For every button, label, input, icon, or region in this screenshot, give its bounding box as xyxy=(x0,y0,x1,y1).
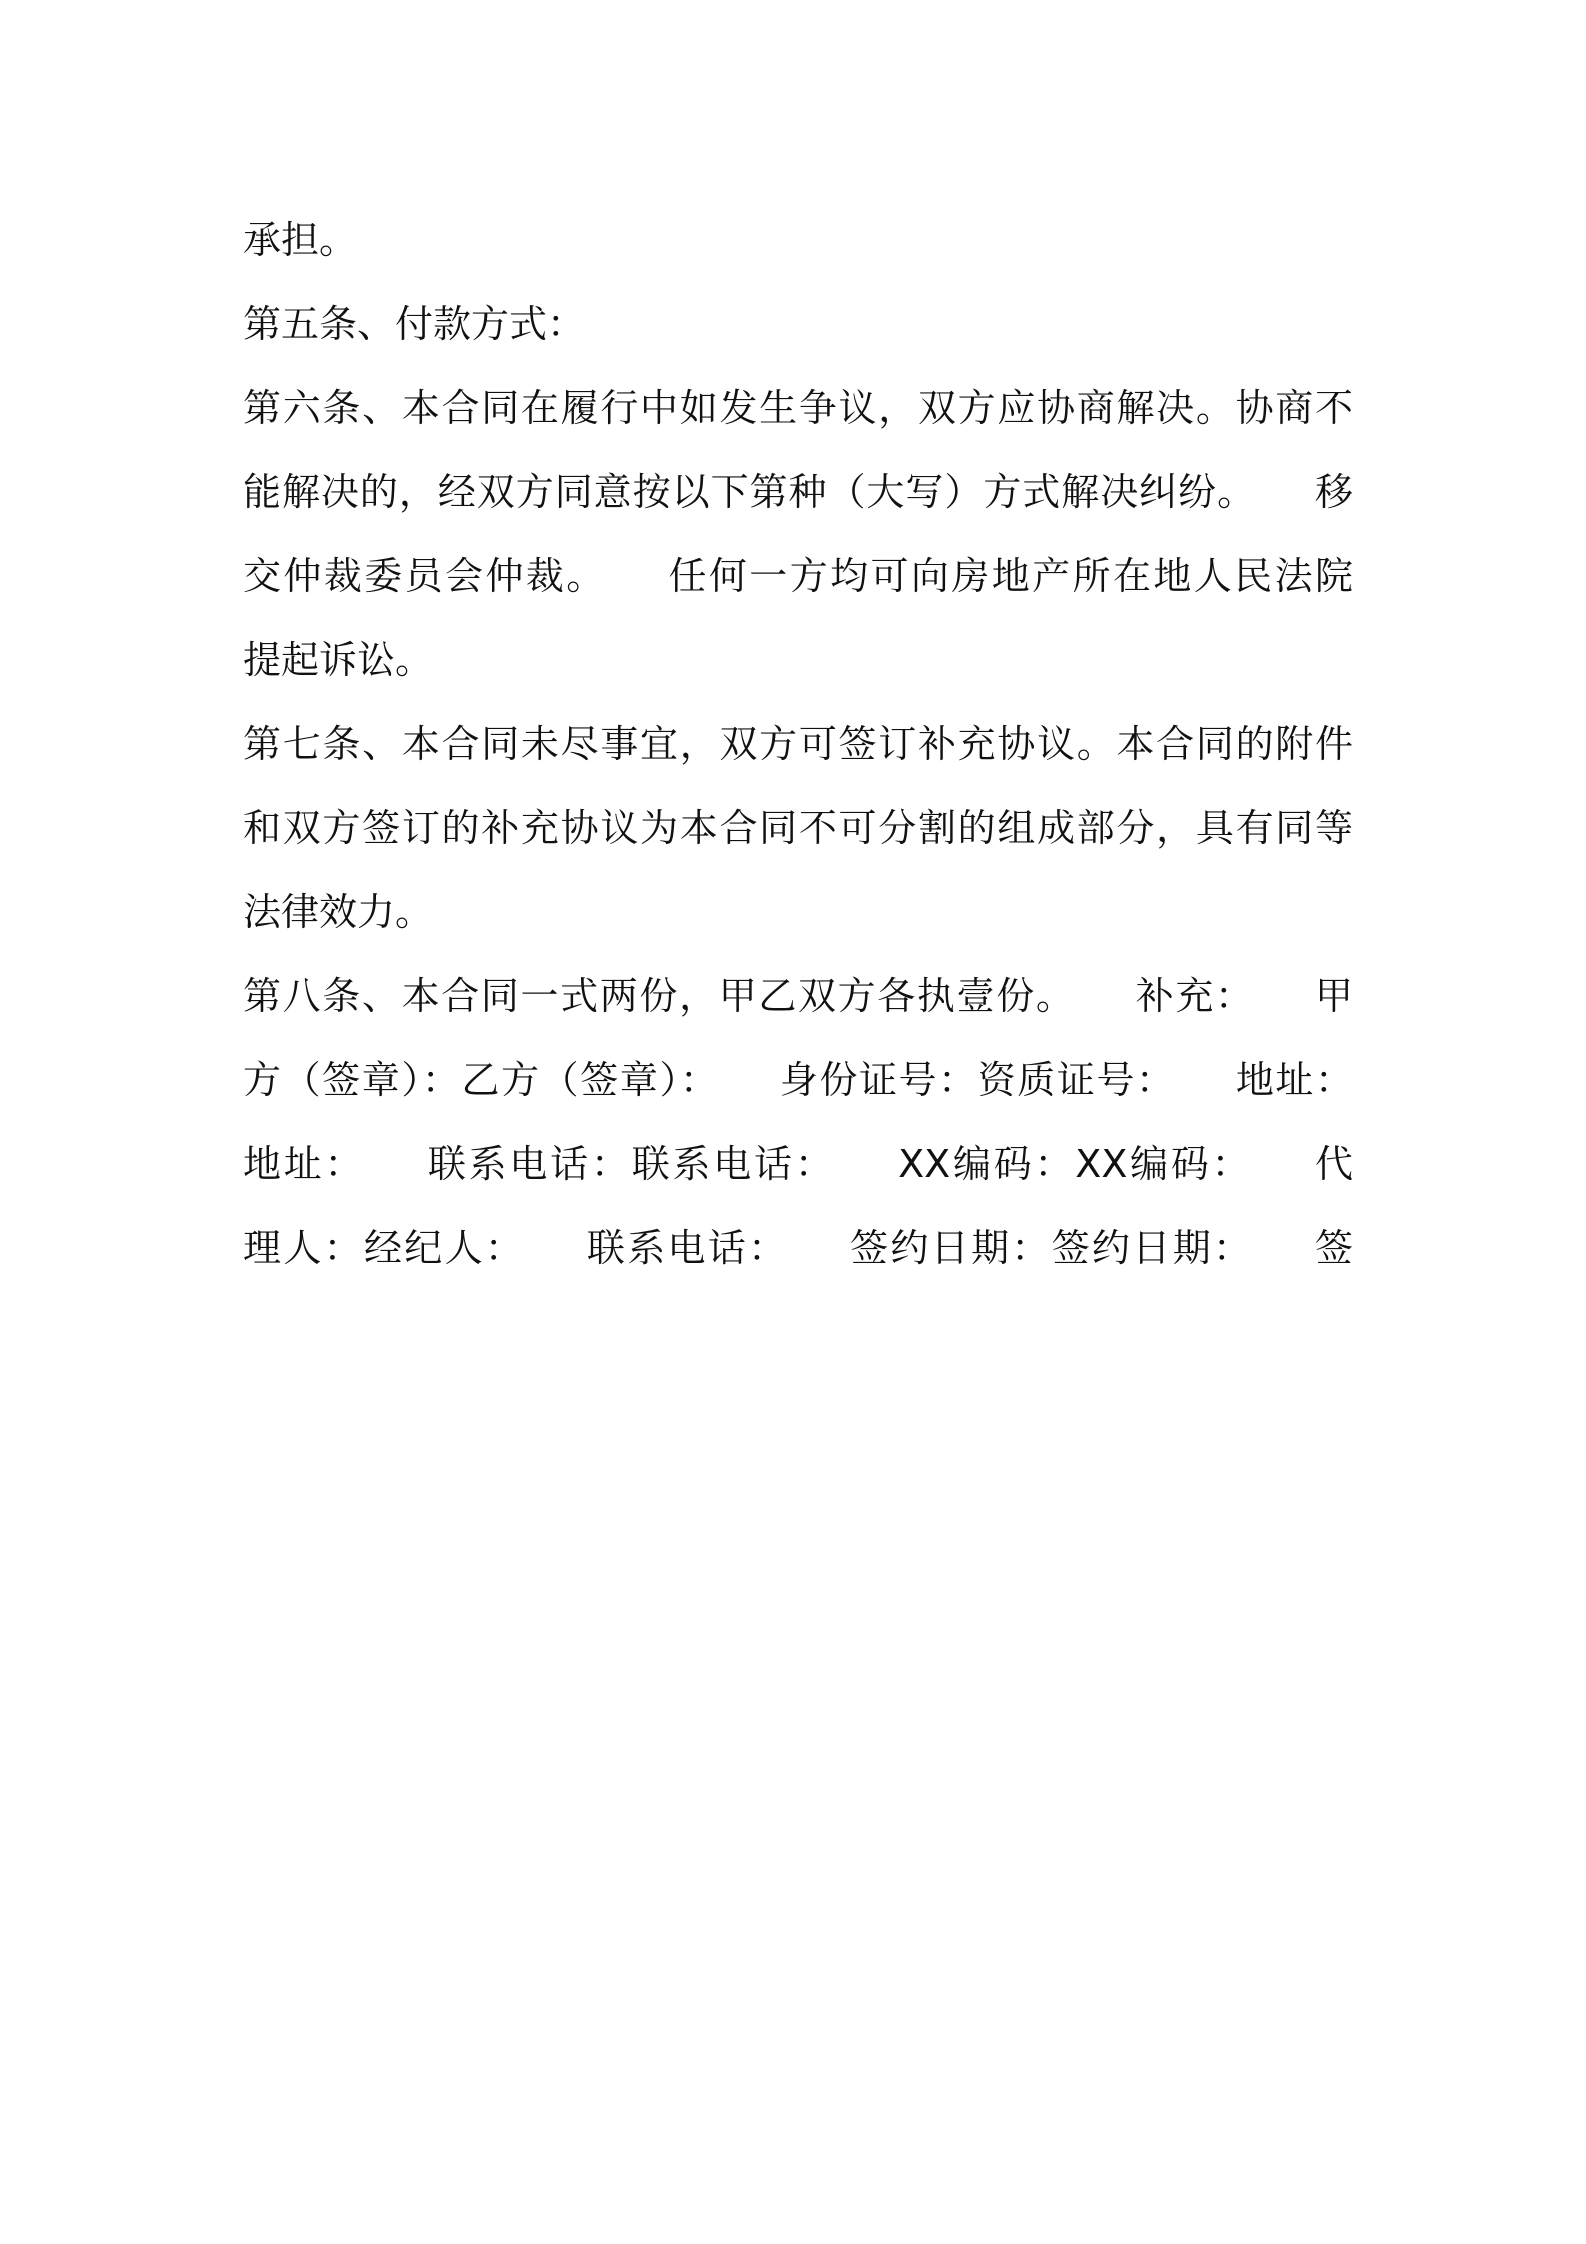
text-line-3: 第六条、本合同在履行中如发生争议，双方应协商解决。协商不 xyxy=(243,386,1353,430)
text-line-8: 和双方签订的补充协议为本合同不可分割的组成部分，具有同等 xyxy=(243,806,1353,850)
text-line-9: 法律效力。 xyxy=(243,890,434,934)
text-line-13: 理人：经纪人： 联系电话： 签约日期：签约日期： 签 xyxy=(243,1226,1353,1270)
text-line-12: 地址： 联系电话：联系电话： XX编码：XX编码： 代 xyxy=(243,1142,1353,1186)
text-line-6: 提起诉讼。 xyxy=(243,638,434,682)
text-line-7: 第七条、本合同未尽事宜，双方可签订补充协议。本合同的附件 xyxy=(243,722,1353,766)
text-line-11: 方（签章）：乙方（签章）： 身份证号：资质证号： 地址： xyxy=(243,1058,1353,1102)
text-line-1: 承担。 xyxy=(243,218,358,262)
text-line-10: 第八条、本合同一式两份，甲乙双方各执壹份。 补充： 甲 xyxy=(243,974,1353,1018)
document-body xyxy=(243,198,1353,1290)
text-line-5: 交仲裁委员会仲裁。 任何一方均可向房地产所在地人民法院 xyxy=(243,554,1353,598)
text-line-4: 能解决的，经双方同意按以下第种（大写）方式解决纠纷。 移 xyxy=(243,470,1353,514)
text-line-2: 第五条、付款方式： xyxy=(243,302,586,346)
